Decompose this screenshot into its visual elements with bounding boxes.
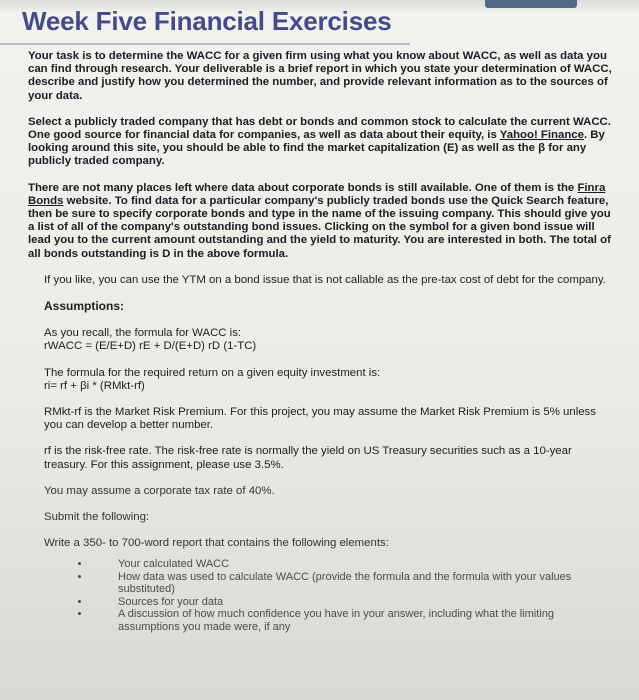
list-item-text: How data was used to calculate WACC (provide the formula and the formula with your values substituted) [118, 570, 572, 596]
list-item [28, 571, 613, 596]
bonds-paragraph [28, 182, 613, 261]
finra-bonds-link[interactable]: Finra Bonds [28, 181, 606, 207]
submit-heading: Submit the following: [44, 511, 150, 524]
list-item [28, 558, 613, 571]
list-item [28, 596, 613, 609]
intro-paragraph: Your task is to determine the WACC for a given firm using what you know about WACC, as well as data you can find through research. Your deliverable is a brief report in which you state your determination of WACC, describe and justify how you determined the number, and provide relevant information as to the sources of your data. [28, 50, 612, 102]
assignment-body [28, 50, 613, 633]
wacc-formula: rWACC = (E/E+D) rE + D/(E+D) rD (1-TC) [44, 340, 257, 353]
company-text-a: Select a publicly traded company that has debt or bonds and common stock to calculate the current WACC. One good source for financial data for companies, as well as data about their equity, is [28, 115, 611, 142]
equity-intro: The formula for the required return on a given equity investment is: [44, 366, 381, 379]
bonds-text-b: website. To find data for a particular company's publicly traded bonds use the Quick Search feature, then be sure to specify corporate bonds and type in the name of the issuing company. This should give you a list of all of the company's outstanding bond issues. Clicking on the symbol for a given bond issue will lead you to the current amount outstanding and the yield to maturity. You are interested in both. The total of all bonds outstanding is D in the above formula. [28, 194, 611, 260]
equity-formula: ri= rf + βi * (RMkt-rf) [44, 379, 145, 392]
risk-free-paragraph: rf is the risk-free rate. The risk-free rate is normally the yield on US Treasury securities such as a 10-year treasury. For this assignment, please use 3.5%. [44, 445, 572, 471]
top-tab [485, 0, 577, 8]
bonds-text-a: There are not many places left where data about corporate bonds is still available. One of them is the [28, 181, 578, 194]
report-elements-list [28, 558, 613, 633]
title-divider [0, 43, 410, 45]
bullet-icon [78, 575, 81, 578]
report-instructions: Write a 350- to 700-word report that contains the following elements: [44, 537, 389, 550]
wacc-intro: As you recall, the formula for WACC is: [44, 327, 242, 340]
page-title: Week Five Financial Exercises [22, 6, 392, 36]
bullet-icon [78, 562, 81, 565]
company-paragraph [28, 116, 613, 169]
yahoo-finance-link[interactable]: Yahoo! Finance [499, 129, 584, 142]
market-risk-paragraph: RMkt-rf is the Market Risk Premium. For this project, you may assume the Market Risk Premium is 5% unless you can develop a better number. [44, 406, 596, 432]
wacc-formula-block [28, 327, 613, 353]
equity-formula-block [28, 367, 613, 393]
company-text-b: . By looking around this site, you should be able to find the market capitalization (E) as well as the β for any publicly traded company. [28, 129, 605, 168]
list-item-text: Sources for your data [118, 595, 224, 608]
list-item-text: Your calculated WACC [118, 558, 230, 571]
bullet-icon [78, 612, 81, 615]
list-item [28, 608, 613, 633]
ytm-paragraph: If you like, you can use the YTM on a bond issue that is not callable as the pre-tax cost of debt for the company. [44, 273, 606, 286]
list-item-text: A discussion of how much confidence you have in your answer, including what the limiting assumptions you made were, if any [118, 608, 554, 633]
tax-rate-paragraph: You may assume a corporate tax rate of 40%. [44, 484, 275, 497]
assumptions-heading: Assumptions: [44, 299, 125, 314]
bullet-icon [78, 600, 81, 603]
